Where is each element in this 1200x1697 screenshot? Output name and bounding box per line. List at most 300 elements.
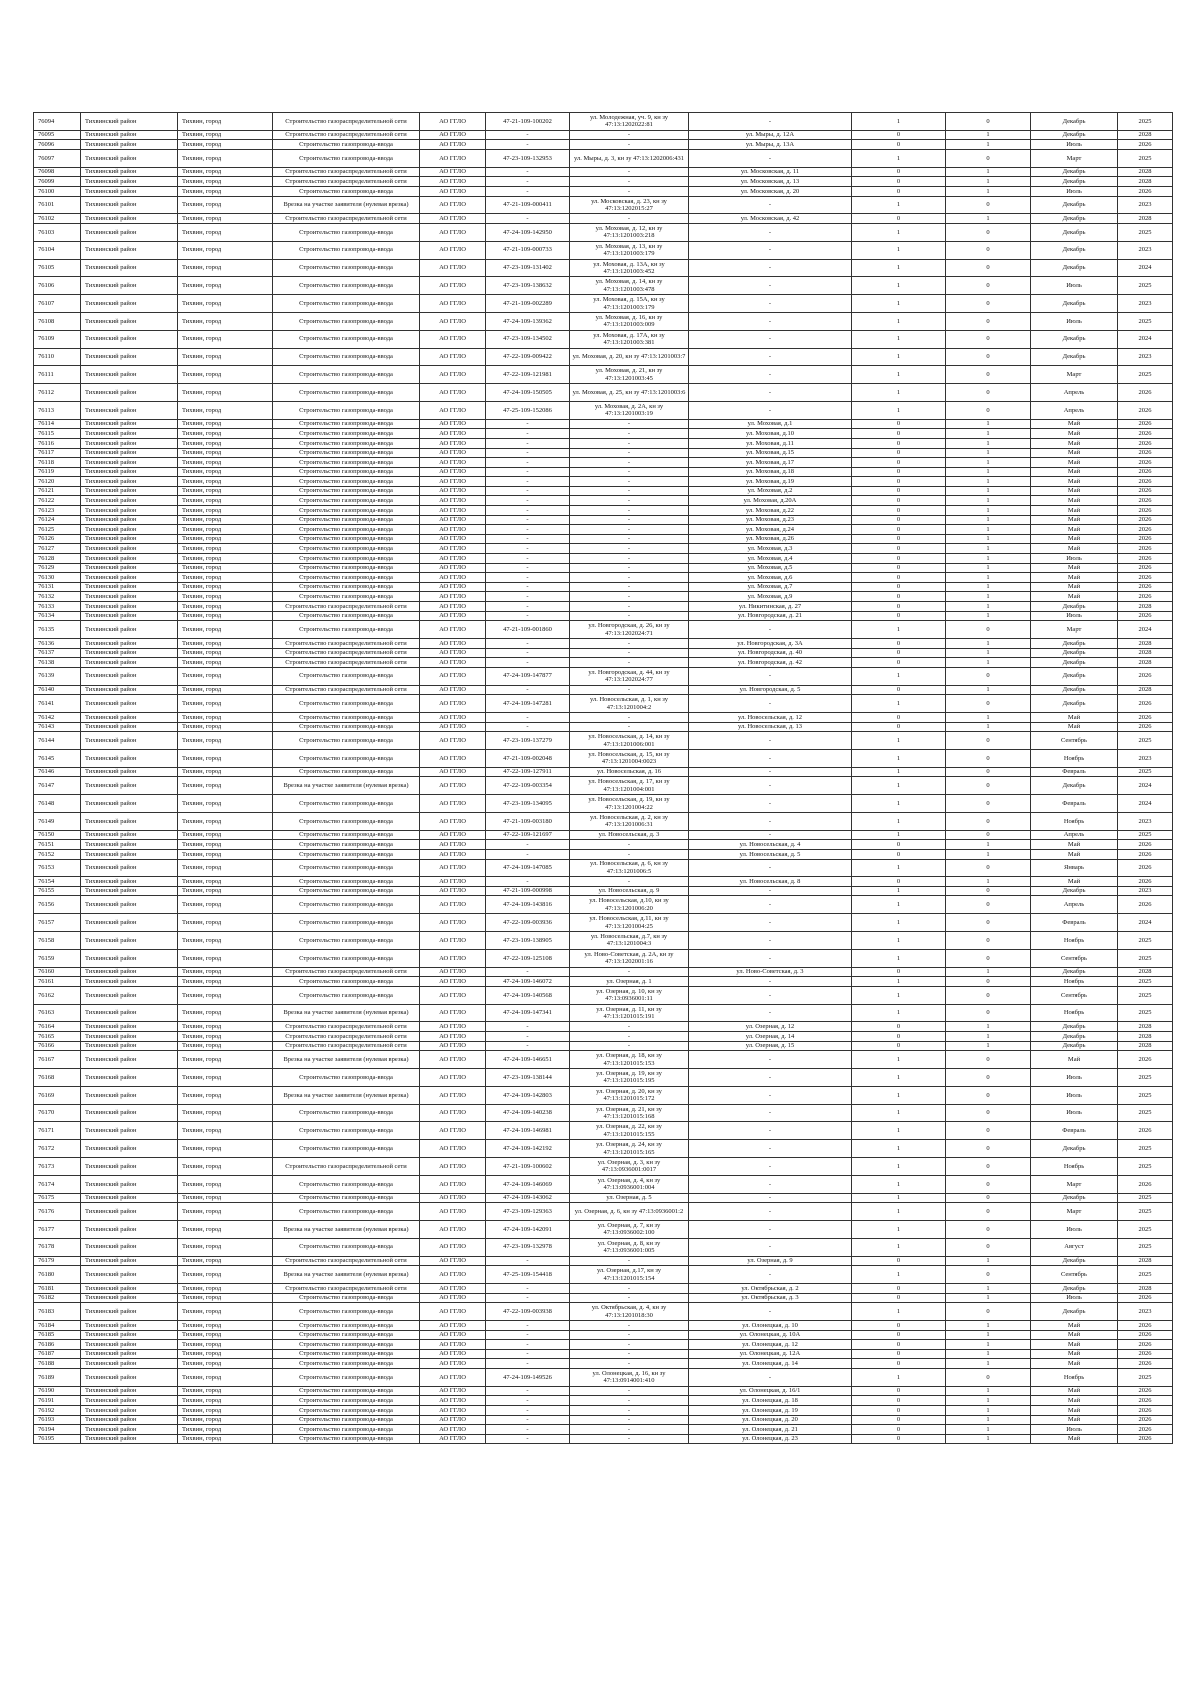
applicant-address-cell: ул. Новосельская, д. 1, кн зу 47:13:1201004:2 [570,695,689,713]
district-cell: Тихвинский район [81,149,178,167]
count-a-cell: 1 [852,196,946,214]
applicant-address-cell: ул. Новосельская, д.11, кн зу 47:13:1201004:25 [570,914,689,932]
object-address-cell: ул. Московская, д. 13 [689,177,852,187]
object-address-cell: - [689,1122,852,1140]
organization-cell: АО ГГЛО [420,949,486,967]
settlement-cell: Тихвин, город [178,695,273,713]
table-row [34,795,1173,813]
district-cell: Тихвинский район [81,914,178,932]
applicant-address-cell: - [570,638,689,648]
work-type-cell: Строительство газопровода-ввода [273,330,420,348]
month-cell: Апрель [1031,830,1118,840]
district-cell: Тихвинский район [81,812,178,830]
settlement-cell: Тихвин, город [178,534,273,544]
table-row [34,419,1173,429]
year-cell: 2026 [1118,467,1173,477]
application-number-cell: - [486,130,570,140]
year-cell: 2026 [1118,695,1173,713]
count-a-cell: 0 [852,877,946,887]
row-number: 76138 [34,658,81,668]
gasification-schedule-table [33,112,1173,1444]
application-number-cell: - [486,477,570,487]
month-cell: Декабрь [1031,177,1118,187]
application-number-cell: 47-24-109-146072 [486,977,570,987]
row-number: 76133 [34,602,81,612]
district-cell: Тихвинский район [81,840,178,850]
count-a-cell: 0 [852,1032,946,1042]
object-address-cell: ул. Моховая, д.10 [689,429,852,439]
year-cell: 2024 [1118,330,1173,348]
district-cell: Тихвинский район [81,732,178,750]
year-cell: 2025 [1118,830,1173,840]
organization-cell: АО ГГЛО [420,602,486,612]
row-number: 76137 [34,648,81,658]
work-type-cell: Строительство газопровода-ввода [273,1415,420,1425]
object-address-cell: ул. Моховая, д.2 [689,486,852,496]
count-a-cell: 1 [852,732,946,750]
settlement-cell: Тихвин, город [178,525,273,535]
count-a-cell: 1 [852,401,946,419]
object-address-cell: ул. Новосельская, д. 13 [689,722,852,732]
count-a-cell: 0 [852,1022,946,1032]
organization-cell: АО ГГЛО [420,477,486,487]
year-cell: 2026 [1118,849,1173,859]
month-cell: Май [1031,563,1118,573]
month-cell: Декабрь [1031,1256,1118,1266]
month-cell: Май [1031,592,1118,602]
work-type-cell: Врезка на участке заявителя (нулевая врезка) [273,196,420,214]
settlement-cell: Тихвин, город [178,1359,273,1369]
object-address-cell: - [689,1238,852,1256]
row-number: 76163 [34,1004,81,1022]
row-number: 76147 [34,777,81,795]
count-a-cell: 1 [852,795,946,813]
count-a-cell: 0 [852,658,946,668]
application-number-cell: 47-21-109-003180 [486,812,570,830]
district-cell: Тихвинский район [81,949,178,967]
applicant-address-cell: - [570,1330,689,1340]
organization-cell: АО ГГЛО [420,295,486,313]
object-address-cell: ул. Московская, д. 11 [689,167,852,177]
applicant-address-cell: ул. Озерная, д. 7, кн зу 47:13:0936002:100 [570,1221,689,1239]
district-cell: Тихвинский район [81,515,178,525]
organization-cell: АО ГГЛО [420,1415,486,1425]
organization-cell: АО ГГЛО [420,777,486,795]
year-cell: 2026 [1118,477,1173,487]
work-type-cell: Строительство газопровода-ввода [273,1340,420,1350]
count-a-cell: 1 [852,1266,946,1284]
year-cell: 2026 [1118,1396,1173,1406]
settlement-cell: Тихвин, город [178,515,273,525]
row-number: 76162 [34,986,81,1004]
count-b-cell: 0 [946,1193,1031,1203]
applicant-address-cell: ул. Мыры, д. 3, кн зу 47:13:1202006:431 [570,149,689,167]
object-address-cell: ул. Олонецкая, д. 14 [689,1359,852,1369]
object-address-cell: ул. Мыры, д. 12А [689,130,852,140]
applicant-address-cell: ул. Озерная, д. 1 [570,977,689,987]
count-a-cell: 0 [852,419,946,429]
settlement-cell: Тихвин, город [178,849,273,859]
count-b-cell: 1 [946,477,1031,487]
month-cell: Июль [1031,1086,1118,1104]
table-row [34,496,1173,506]
work-type-cell: Строительство газопровода-ввода [273,506,420,516]
count-b-cell: 1 [946,496,1031,506]
district-cell: Тихвинский район [81,330,178,348]
month-cell: Ноябрь [1031,1004,1118,1022]
work-type-cell: Строительство газопровода-ввода [273,582,420,592]
year-cell: 2025 [1118,1086,1173,1104]
table-row [34,1051,1173,1069]
application-number-cell: - [486,638,570,648]
settlement-cell: Тихвин, город [178,1415,273,1425]
month-cell: Декабрь [1031,1193,1118,1203]
work-type-cell: Строительство газопровода-ввода [273,1238,420,1256]
year-cell: 2026 [1118,534,1173,544]
district-cell: Тихвинский район [81,1283,178,1293]
month-cell: Май [1031,1396,1118,1406]
organization-cell: АО ГГЛО [420,214,486,224]
month-cell: Апрель [1031,896,1118,914]
district-cell: Тихвинский район [81,638,178,648]
year-cell: 2025 [1118,1193,1173,1203]
settlement-cell: Тихвин, город [178,667,273,685]
count-b-cell: 0 [946,795,1031,813]
work-type-cell: Строительство газопровода-ввода [273,949,420,967]
application-number-cell: 47-24-109-146069 [486,1175,570,1193]
count-a-cell: 1 [852,667,946,685]
count-a-cell: 1 [852,812,946,830]
applicant-address-cell: ул. Моховая, д. 17А, кн зу 47:13:1201003:381 [570,330,689,348]
application-number-cell: 47-24-109-147281 [486,695,570,713]
work-type-cell: Строительство газопровода-ввода [273,732,420,750]
year-cell: 2026 [1118,506,1173,516]
count-a-cell: 0 [852,1330,946,1340]
table-row [34,1368,1173,1386]
settlement-cell: Тихвин, город [178,896,273,914]
organization-cell: АО ГГЛО [420,914,486,932]
month-cell: Декабрь [1031,130,1118,140]
row-number: 76171 [34,1122,81,1140]
table-row [34,259,1173,277]
count-b-cell: 0 [946,223,1031,241]
applicant-address-cell: - [570,438,689,448]
object-address-cell: ул. Моховая, д.5 [689,563,852,573]
work-type-cell: Строительство газопровода-ввода [273,259,420,277]
row-number: 76105 [34,259,81,277]
year-cell: 2026 [1118,140,1173,150]
application-number-cell: - [486,167,570,177]
application-number-cell: 47-25-109-152086 [486,401,570,419]
organization-cell: АО ГГЛО [420,840,486,850]
row-number: 76184 [34,1320,81,1330]
application-number-cell: 47-21-109-100602 [486,1158,570,1176]
year-cell: 2025 [1118,767,1173,777]
count-b-cell: 0 [946,977,1031,987]
month-cell: Июль [1031,277,1118,295]
work-type-cell: Строительство газораспределительной сети [273,1041,420,1051]
count-b-cell: 1 [946,849,1031,859]
table-row [34,658,1173,668]
work-type-cell: Строительство газопровода-ввода [273,667,420,685]
count-b-cell: 0 [946,949,1031,967]
year-cell: 2026 [1118,554,1173,564]
row-number: 76175 [34,1193,81,1203]
settlement-cell: Тихвин, город [178,295,273,313]
object-address-cell: - [689,330,852,348]
row-number: 76165 [34,1032,81,1042]
count-a-cell: 0 [852,467,946,477]
table-row [34,1193,1173,1203]
work-type-cell: Строительство газопровода-ввода [273,977,420,987]
district-cell: Тихвинский район [81,506,178,516]
object-address-cell: ул. Моховая, д.7 [689,582,852,592]
work-type-cell: Строительство газопровода-ввода [273,1303,420,1321]
object-address-cell: - [689,1051,852,1069]
application-number-cell: - [486,722,570,732]
district-cell: Тихвинский район [81,554,178,564]
year-cell: 2026 [1118,1293,1173,1303]
application-number-cell: 47-23-109-131402 [486,259,570,277]
settlement-cell: Тихвин, город [178,1349,273,1359]
applicant-address-cell: - [570,1415,689,1425]
month-cell: Сентябрь [1031,949,1118,967]
district-cell: Тихвинский район [81,113,178,131]
row-number: 76125 [34,525,81,535]
work-type-cell: Строительство газопровода-ввода [273,401,420,419]
application-number-cell: - [486,573,570,583]
table-row [34,515,1173,525]
count-a-cell: 1 [852,1086,946,1104]
settlement-cell: Тихвин, город [178,611,273,621]
settlement-cell: Тихвин, город [178,886,273,896]
month-cell: Декабрь [1031,330,1118,348]
row-number: 76121 [34,486,81,496]
application-number-cell: - [486,712,570,722]
count-a-cell: 1 [852,348,946,366]
organization-cell: АО ГГЛО [420,525,486,535]
count-a-cell: 0 [852,722,946,732]
table-row [34,1203,1173,1221]
count-b-cell: 1 [946,685,1031,695]
applicant-address-cell: - [570,722,689,732]
applicant-address-cell: ул. Моховая, д. 14, кн зу 47:13:1201003:478 [570,277,689,295]
applicant-address-cell: ул. Моховая, д. 15А, кн зу 47:13:1201003:179 [570,295,689,313]
work-type-cell: Врезка на участке заявителя (нулевая врезка) [273,1004,420,1022]
settlement-cell: Тихвин, город [178,1004,273,1022]
object-address-cell: ул. Московская, д. 42 [689,214,852,224]
month-cell: Декабрь [1031,1041,1118,1051]
year-cell: 2025 [1118,113,1173,131]
object-address-cell: ул. Моховая, д.20А [689,496,852,506]
table-row [34,1405,1173,1415]
settlement-cell: Тихвин, город [178,1434,273,1444]
object-address-cell: - [689,348,852,366]
row-number: 76118 [34,458,81,468]
row-number: 76146 [34,767,81,777]
count-b-cell: 1 [946,582,1031,592]
row-number: 76112 [34,384,81,402]
application-number-cell: - [486,506,570,516]
row-number: 76168 [34,1069,81,1087]
application-number-cell: - [486,438,570,448]
count-a-cell: 1 [852,149,946,167]
year-cell: 2026 [1118,611,1173,621]
settlement-cell: Тихвин, город [178,592,273,602]
month-cell: Февраль [1031,914,1118,932]
month-cell: Декабрь [1031,295,1118,313]
work-type-cell: Строительство газопровода-ввода [273,486,420,496]
table-row [34,1086,1173,1104]
work-type-cell: Врезка на участке заявителя (нулевая врезка) [273,1221,420,1239]
row-number: 76100 [34,186,81,196]
applicant-address-cell: - [570,506,689,516]
district-cell: Тихвинский район [81,1238,178,1256]
district-cell: Тихвинский район [81,886,178,896]
count-b-cell: 0 [946,1122,1031,1140]
year-cell: 2025 [1118,149,1173,167]
applicant-address-cell: ул. Новосельская, д. 19, кн зу 47:13:1201004:22 [570,795,689,813]
organization-cell: АО ГГЛО [420,140,486,150]
row-number: 76113 [34,401,81,419]
count-a-cell: 0 [852,506,946,516]
count-b-cell: 1 [946,1320,1031,1330]
table-row [34,812,1173,830]
object-address-cell: - [689,896,852,914]
district-cell: Тихвинский район [81,477,178,487]
table-row [34,486,1173,496]
object-address-cell: - [689,1104,852,1122]
month-cell: Февраль [1031,1122,1118,1140]
work-type-cell: Строительство газопровода-ввода [273,621,420,639]
settlement-cell: Тихвин, город [178,130,273,140]
year-cell: 2028 [1118,967,1173,977]
count-a-cell: 1 [852,1051,946,1069]
object-address-cell: ул. Моховая, д.3 [689,544,852,554]
application-number-cell: 47-24-109-140238 [486,1104,570,1122]
settlement-cell: Тихвин, город [178,1086,273,1104]
month-cell: Сентябрь [1031,986,1118,1004]
applicant-address-cell: ул. Озерная, д. 18, кн зу 47:13:1201015:153 [570,1051,689,1069]
settlement-cell: Тихвин, город [178,223,273,241]
organization-cell: АО ГГЛО [420,795,486,813]
object-address-cell: ул. Моховая, д.18 [689,467,852,477]
object-address-cell: ул. Моховая, д.4 [689,554,852,564]
application-number-cell: - [486,877,570,887]
table-row [34,563,1173,573]
district-cell: Тихвинский район [81,467,178,477]
application-number-cell: 47-24-109-150505 [486,384,570,402]
organization-cell: АО ГГЛО [420,1320,486,1330]
work-type-cell: Строительство газопровода-ввода [273,186,420,196]
count-a-cell: 0 [852,214,946,224]
organization-cell: АО ГГЛО [420,544,486,554]
count-a-cell: 1 [852,241,946,259]
application-number-cell: 47-21-109-000998 [486,886,570,896]
applicant-address-cell: ул. Новосельская, д. 3 [570,830,689,840]
count-a-cell: 1 [852,330,946,348]
organization-cell: АО ГГЛО [420,167,486,177]
year-cell: 2026 [1118,1386,1173,1396]
organization-cell: АО ГГЛО [420,1069,486,1087]
month-cell: Май [1031,506,1118,516]
applicant-address-cell: ул. Моховая, д. 13А, кн зу 47:13:1201003:452 [570,259,689,277]
year-cell: 2025 [1118,1368,1173,1386]
count-a-cell: 1 [852,277,946,295]
organization-cell: АО ГГЛО [420,658,486,668]
work-type-cell: Строительство газопровода-ввода [273,1320,420,1330]
table-row [34,1104,1173,1122]
count-b-cell: 0 [946,886,1031,896]
organization-cell: АО ГГЛО [420,685,486,695]
settlement-cell: Тихвин, город [178,840,273,850]
application-number-cell: 47-24-109-149526 [486,1368,570,1386]
organization-cell: АО ГГЛО [420,722,486,732]
applicant-address-cell: - [570,1041,689,1051]
organization-cell: АО ГГЛО [420,1221,486,1239]
organization-cell: АО ГГЛО [420,177,486,187]
applicant-address-cell: ул. Озерная, д. 11, кн зу 47:13:1201015:191 [570,1004,689,1022]
year-cell: 2026 [1118,573,1173,583]
work-type-cell: Строительство газопровода-ввода [273,611,420,621]
row-number: 76149 [34,812,81,830]
count-b-cell: 1 [946,877,1031,887]
count-a-cell: 0 [852,563,946,573]
table-row [34,1238,1173,1256]
district-cell: Тихвинский район [81,167,178,177]
work-type-cell: Строительство газораспределительной сети [273,967,420,977]
application-number-cell: 47-22-109-003938 [486,1303,570,1321]
object-address-cell: ул. Озерная, д. 14 [689,1032,852,1042]
settlement-cell: Тихвин, город [178,196,273,214]
application-number-cell: 47-23-109-129363 [486,1203,570,1221]
application-number-cell: - [486,1340,570,1350]
organization-cell: АО ГГЛО [420,712,486,722]
application-number-cell: 47-24-109-142950 [486,223,570,241]
month-cell: Июль [1031,1293,1118,1303]
table-row [34,986,1173,1004]
work-type-cell: Строительство газораспределительной сети [273,113,420,131]
object-address-cell: - [689,1303,852,1321]
object-address-cell: - [689,777,852,795]
applicant-address-cell: ул. Новосельская, д.7, кн зу 47:13:1201004:3 [570,932,689,950]
work-type-cell: Строительство газопровода-ввода [273,312,420,330]
applicant-address-cell: - [570,1256,689,1266]
organization-cell: АО ГГЛО [420,384,486,402]
work-type-cell: Строительство газораспределительной сети [273,1158,420,1176]
work-type-cell: Строительство газопровода-ввода [273,1368,420,1386]
organization-cell: АО ГГЛО [420,419,486,429]
month-cell: Май [1031,429,1118,439]
object-address-cell: - [689,223,852,241]
organization-cell: АО ГГЛО [420,241,486,259]
row-number: 76153 [34,859,81,877]
organization-cell: АО ГГЛО [420,967,486,977]
year-cell: 2026 [1118,722,1173,732]
district-cell: Тихвинский район [81,749,178,767]
object-address-cell: - [689,977,852,987]
year-cell: 2025 [1118,986,1173,1004]
month-cell: Май [1031,515,1118,525]
district-cell: Тихвинский район [81,496,178,506]
settlement-cell: Тихвин, город [178,767,273,777]
month-cell: Январь [1031,859,1118,877]
organization-cell: АО ГГЛО [420,438,486,448]
count-a-cell: 0 [852,186,946,196]
settlement-cell: Тихвин, город [178,1340,273,1350]
month-cell: Июль [1031,554,1118,564]
settlement-cell: Тихвин, город [178,1293,273,1303]
